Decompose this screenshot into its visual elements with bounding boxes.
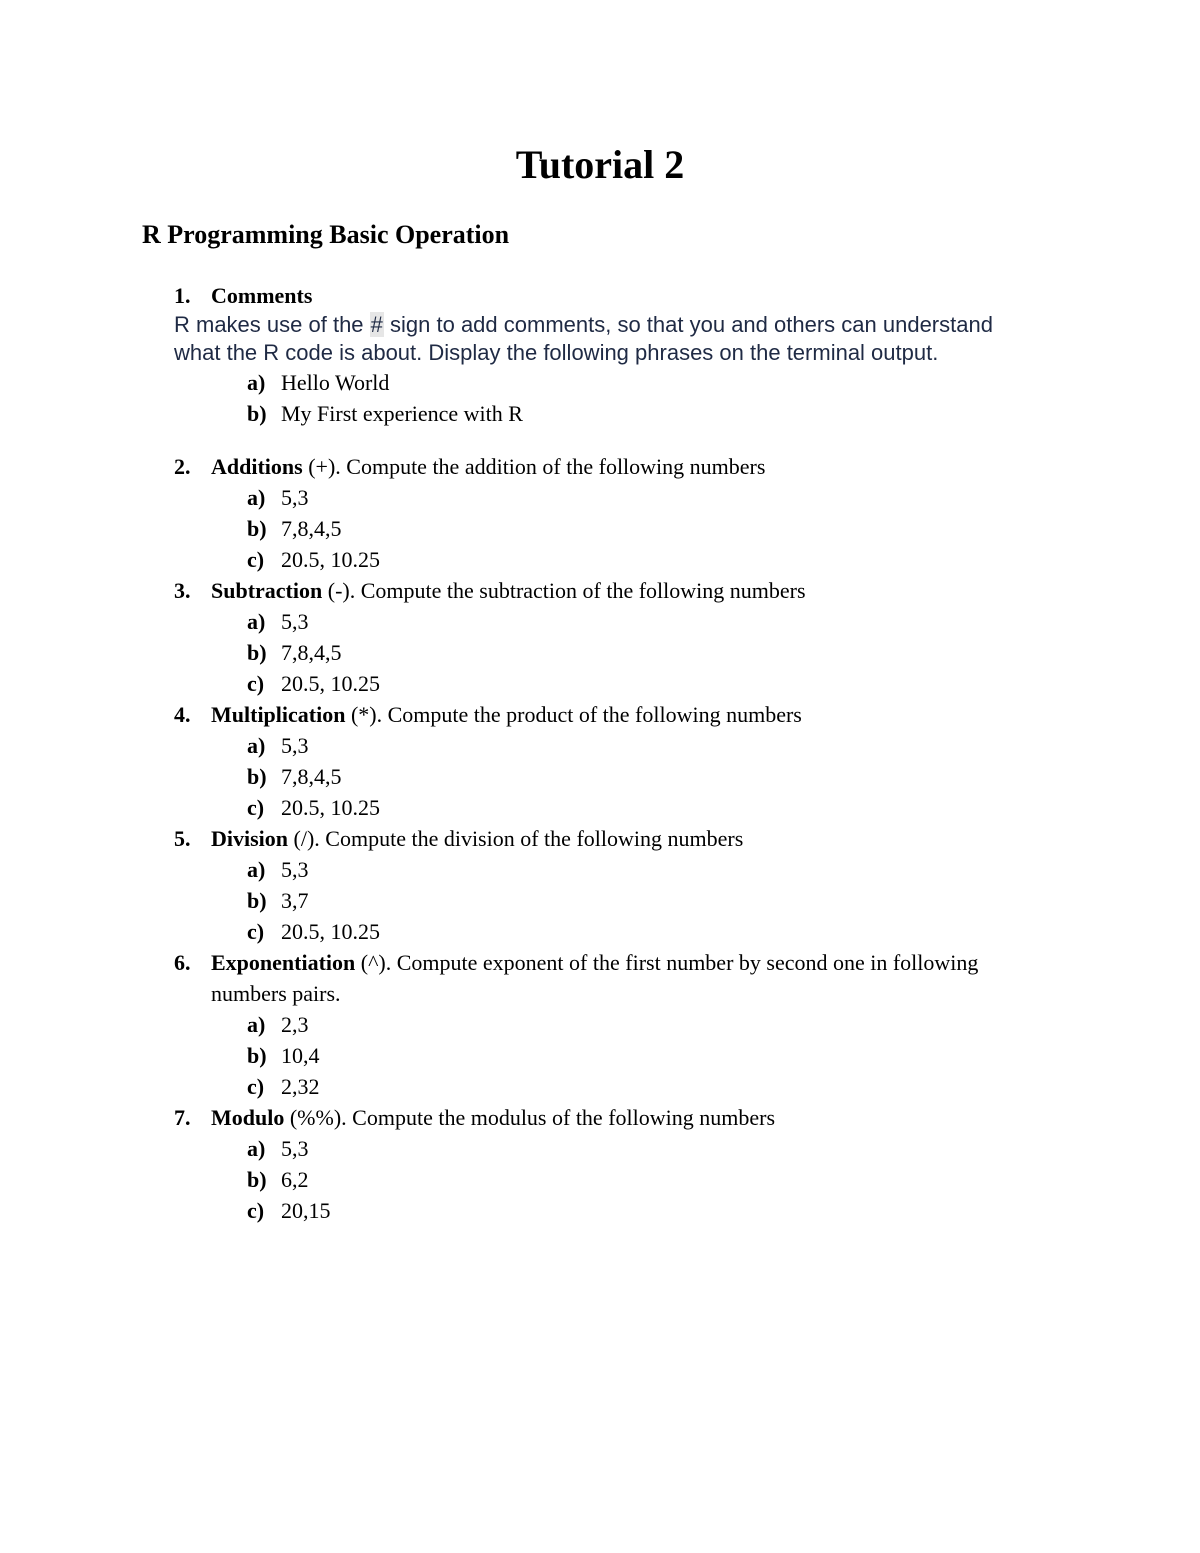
section-text — [211, 699, 802, 730]
list-item — [174, 730, 1074, 761]
section-number: 7. — [174, 1105, 191, 1130]
item-text: 7,8,4,5 — [281, 516, 342, 541]
item-text: 20.5, 10.25 — [281, 795, 380, 820]
list-item — [174, 1009, 1074, 1040]
item-text: 7,8,4,5 — [281, 640, 342, 665]
section-title: Modulo — [211, 1105, 285, 1130]
item-text: 20.5, 10.25 — [281, 671, 380, 696]
list-item — [174, 513, 1074, 544]
page-title: Tutorial 2 — [515, 142, 685, 187]
item-letter: b) — [247, 401, 267, 426]
section-number: 2. — [174, 454, 191, 479]
item-letter: c) — [247, 795, 265, 820]
item-text: My First experience with R — [281, 401, 523, 426]
section-1-description-line-1: R makes use of the # sign to add comments, so that you and others can understand — [174, 312, 993, 337]
section-number: 3. — [174, 578, 191, 603]
list-item — [174, 544, 1074, 575]
section-instruction-continued: numbers pairs. — [211, 981, 341, 1006]
item-text: 20,15 — [281, 1198, 331, 1223]
item-letter: b) — [247, 1167, 267, 1192]
section-instruction: (/). Compute the division of the following numbers — [288, 826, 744, 851]
section-title: Multiplication — [211, 702, 346, 727]
section-title: Comments — [211, 283, 313, 308]
page-subtitle: R Programming Basic Operation — [142, 220, 510, 249]
list-item — [174, 885, 1074, 916]
list-item — [174, 792, 1074, 823]
item-letter: c) — [247, 671, 265, 696]
section-number: 1. — [174, 283, 191, 308]
item-letter: a) — [247, 1136, 266, 1161]
list-item — [174, 1195, 1074, 1226]
section-7-heading — [174, 1102, 1074, 1133]
section-number: 4. — [174, 702, 191, 727]
item-text: 20.5, 10.25 — [281, 547, 380, 572]
item-letter: b) — [247, 764, 267, 789]
section-title: Subtraction — [211, 578, 323, 603]
section-number: 6. — [174, 950, 191, 975]
section-instruction: (*). Compute the product of the following numbers — [345, 702, 802, 727]
section-3-heading — [174, 575, 1074, 606]
list-item — [174, 761, 1074, 792]
section-number: 5. — [174, 826, 191, 851]
list-item — [174, 854, 1074, 885]
section-title: Division — [211, 826, 289, 851]
section-title: Additions — [211, 454, 303, 479]
item-text: 2,32 — [281, 1074, 320, 1099]
item-text: 10,4 — [281, 1043, 320, 1068]
section-text — [211, 947, 978, 978]
list-item — [174, 482, 1074, 513]
list-item — [174, 1164, 1074, 1195]
exercise-list — [174, 280, 1074, 1226]
item-letter: a) — [247, 609, 266, 634]
item-text: 7,8,4,5 — [281, 764, 342, 789]
section-text — [211, 451, 765, 482]
list-item — [174, 398, 1074, 429]
list-item — [174, 916, 1074, 947]
item-letter: a) — [247, 733, 266, 758]
item-letter: c) — [247, 547, 265, 572]
item-text: 5,3 — [281, 609, 309, 634]
section-text — [211, 823, 743, 854]
section-instruction: (^). Compute exponent of the first number by second one in following — [355, 950, 979, 975]
list-item — [174, 367, 1074, 398]
list-item — [174, 606, 1074, 637]
item-text: 5,3 — [281, 485, 309, 510]
item-letter: a) — [247, 370, 266, 395]
section-instruction: (-). Compute the subtraction of the following numbers — [322, 578, 806, 603]
list-item — [174, 1040, 1074, 1071]
item-letter: a) — [247, 485, 266, 510]
section-title: Exponentiation — [211, 950, 356, 975]
item-text: Hello World — [281, 370, 390, 395]
item-letter: b) — [247, 640, 267, 665]
item-text: 3,7 — [281, 888, 309, 913]
item-letter: b) — [247, 516, 267, 541]
item-text: 5,3 — [281, 1136, 309, 1161]
item-letter: a) — [247, 1012, 266, 1037]
section-text — [211, 1102, 775, 1133]
section-2-heading — [174, 451, 1074, 482]
item-letter: c) — [247, 919, 265, 944]
section-1-heading — [174, 280, 1074, 311]
sections-container — [174, 451, 1074, 1226]
item-letter: c) — [247, 1074, 265, 1099]
list-item — [174, 637, 1074, 668]
item-text: 20.5, 10.25 — [281, 919, 380, 944]
section-1-description-line-2: what the R code is about. Display the following phrases on the terminal output. — [174, 340, 939, 365]
section-6-heading — [174, 947, 1074, 978]
item-text: 5,3 — [281, 733, 309, 758]
section-text — [211, 575, 806, 606]
section-instruction: (+). Compute the addition of the following numbers — [302, 454, 766, 479]
section-instruction: (%%). Compute the modulus of the following numbers — [284, 1105, 776, 1130]
list-item — [174, 1133, 1074, 1164]
item-text: 2,3 — [281, 1012, 309, 1037]
section-4-heading — [174, 699, 1074, 730]
item-text: 5,3 — [281, 857, 309, 882]
item-text: 6,2 — [281, 1167, 309, 1192]
list-item — [174, 1071, 1074, 1102]
section-5-heading — [174, 823, 1074, 854]
item-letter: b) — [247, 1043, 267, 1068]
item-letter: a) — [247, 857, 266, 882]
list-item — [174, 668, 1074, 699]
hash-sign: # — [370, 312, 383, 337]
item-letter: b) — [247, 888, 267, 913]
item-letter: c) — [247, 1198, 265, 1223]
